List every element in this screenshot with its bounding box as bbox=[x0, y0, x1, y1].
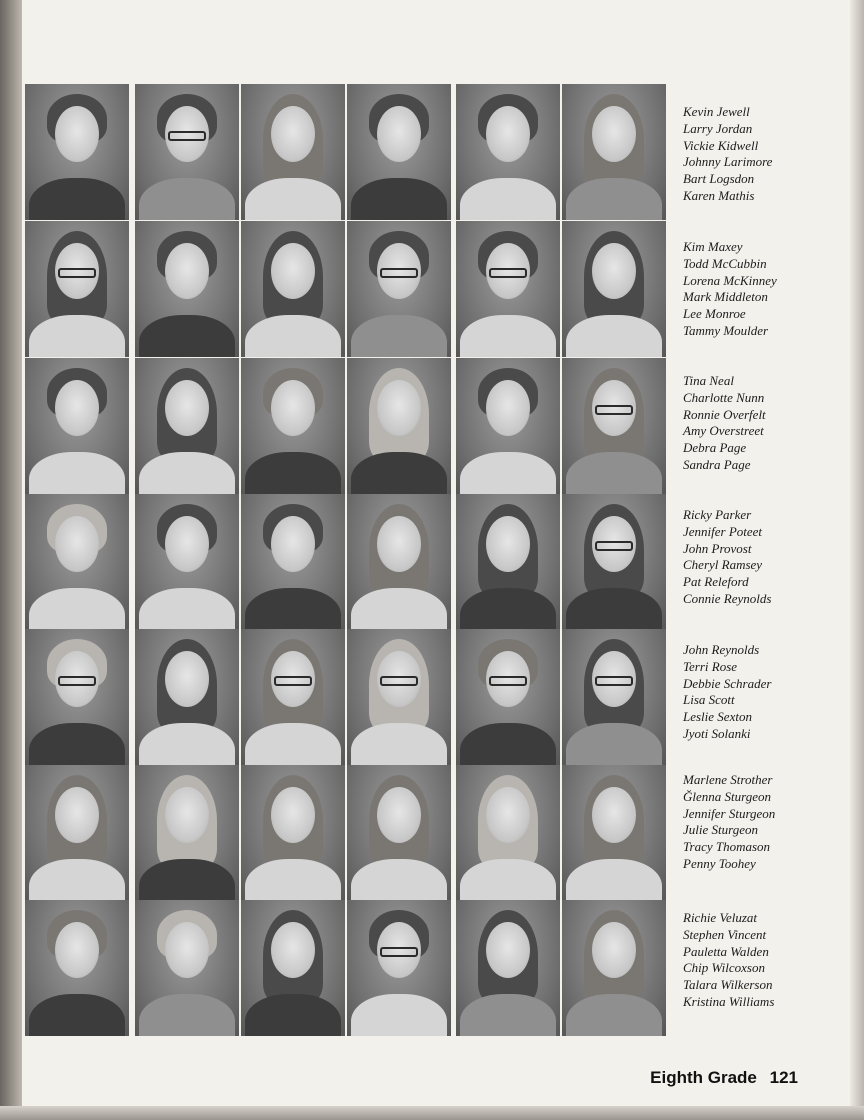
student-portrait bbox=[241, 494, 345, 630]
portrait-shoulders bbox=[351, 994, 447, 1036]
student-portrait bbox=[135, 765, 239, 901]
student-name: Debra Page bbox=[683, 440, 747, 456]
glasses-icon bbox=[380, 676, 418, 686]
portrait-face bbox=[486, 922, 530, 978]
student-portrait bbox=[347, 221, 451, 357]
student-portrait bbox=[25, 494, 129, 630]
portrait-face bbox=[271, 380, 315, 436]
portrait-face bbox=[592, 243, 636, 299]
student-name: Penny Toohey bbox=[683, 855, 756, 871]
page-footer bbox=[650, 1068, 798, 1088]
name-list bbox=[683, 104, 833, 205]
student-name: Todd McCubbin bbox=[683, 255, 767, 271]
student-portrait bbox=[456, 358, 560, 494]
portrait-face bbox=[165, 922, 209, 978]
student-portrait bbox=[135, 358, 239, 494]
student-portrait bbox=[347, 629, 451, 765]
student-portrait bbox=[25, 84, 129, 220]
student-name: Jennifer Sturgeon bbox=[683, 805, 776, 821]
student-portrait bbox=[456, 84, 560, 220]
portrait-face bbox=[486, 516, 530, 572]
student-portrait bbox=[562, 84, 666, 220]
student-portrait bbox=[562, 900, 666, 1036]
portrait-shoulders bbox=[566, 178, 662, 220]
portrait-shoulders bbox=[139, 994, 235, 1036]
student-name: Charlotte Nunn bbox=[683, 389, 765, 405]
portrait-face bbox=[592, 787, 636, 843]
student-portrait bbox=[135, 900, 239, 1036]
student-name: Kristina Williams bbox=[683, 993, 775, 1009]
student-name: Kim Maxey bbox=[683, 239, 743, 254]
student-portrait bbox=[241, 900, 345, 1036]
portrait-face bbox=[377, 787, 421, 843]
student-portrait bbox=[347, 900, 451, 1036]
student-name: Ronnie Overfelt bbox=[683, 406, 766, 422]
student-name: Karen Mathis bbox=[683, 187, 755, 203]
student-portrait bbox=[347, 494, 451, 630]
student-name: Amy Overstreet bbox=[683, 423, 764, 439]
student-name: Richie Veluzat bbox=[683, 910, 758, 925]
portrait-face bbox=[271, 106, 315, 162]
portrait-shoulders bbox=[29, 315, 125, 357]
portrait-shoulders bbox=[460, 994, 556, 1036]
portrait-shoulders bbox=[245, 315, 341, 357]
student-portrait bbox=[135, 494, 239, 630]
student-name: Tracy Thomason bbox=[683, 839, 771, 855]
student-name: Jennifer Poteet bbox=[683, 523, 763, 539]
book-spine-shadow bbox=[0, 0, 22, 1120]
name-list bbox=[683, 910, 833, 1011]
portrait-shoulders bbox=[245, 859, 341, 901]
portrait-shoulders bbox=[460, 452, 556, 494]
portrait-face bbox=[55, 380, 99, 436]
portrait-shoulders bbox=[29, 723, 125, 765]
portrait-face bbox=[165, 651, 209, 707]
portrait-row bbox=[25, 900, 667, 1038]
portrait-face bbox=[55, 516, 99, 572]
student-portrait bbox=[347, 358, 451, 494]
student-portrait bbox=[562, 494, 666, 630]
portrait-shoulders bbox=[351, 723, 447, 765]
student-portrait bbox=[456, 900, 560, 1036]
glasses-icon bbox=[380, 268, 418, 278]
portrait-face bbox=[271, 922, 315, 978]
student-name: Tammy Moulder bbox=[683, 322, 769, 338]
portrait-shoulders bbox=[139, 859, 235, 901]
portrait-shoulders bbox=[566, 315, 662, 357]
portrait-shoulders bbox=[139, 588, 235, 630]
glasses-icon bbox=[595, 676, 633, 686]
name-list bbox=[683, 239, 833, 340]
portrait-shoulders bbox=[460, 178, 556, 220]
portrait-shoulders bbox=[566, 859, 662, 901]
portrait-shoulders bbox=[29, 452, 125, 494]
page-number: 121 bbox=[769, 1068, 798, 1087]
portrait-shoulders bbox=[351, 588, 447, 630]
student-portrait bbox=[456, 629, 560, 765]
student-portrait bbox=[135, 629, 239, 765]
student-name: Chip Wilcoxson bbox=[683, 960, 765, 976]
portrait-shoulders bbox=[566, 588, 662, 630]
student-name: Marlene Strother bbox=[683, 772, 773, 787]
portrait-shoulders bbox=[139, 452, 235, 494]
portrait-row bbox=[25, 358, 667, 496]
section-title: Eighth Grade bbox=[650, 1068, 757, 1087]
portrait-face bbox=[486, 787, 530, 843]
student-name: Pauletta Walden bbox=[683, 943, 769, 959]
student-name: Vickie Kidwell bbox=[683, 137, 759, 153]
portrait-face bbox=[55, 787, 99, 843]
page-edge bbox=[850, 0, 864, 1120]
student-name: Larry Jordan bbox=[683, 120, 753, 136]
student-portrait bbox=[25, 900, 129, 1036]
portrait-face bbox=[592, 106, 636, 162]
student-name: Bart Logsdon bbox=[683, 171, 755, 187]
glasses-icon bbox=[58, 268, 96, 278]
student-name: Mark Middleton bbox=[683, 289, 768, 305]
portrait-shoulders bbox=[351, 315, 447, 357]
portrait-shoulders bbox=[139, 723, 235, 765]
portrait-shoulders bbox=[566, 994, 662, 1036]
student-portrait bbox=[25, 221, 129, 357]
student-name: Stephen Vincent bbox=[683, 926, 767, 942]
portrait-row bbox=[25, 494, 667, 632]
student-portrait bbox=[456, 221, 560, 357]
portrait-shoulders bbox=[245, 588, 341, 630]
student-portrait bbox=[135, 221, 239, 357]
student-portrait bbox=[241, 221, 345, 357]
student-name: Pat Releford bbox=[683, 574, 749, 590]
student-name: Jyoti Solanki bbox=[683, 725, 751, 741]
name-list bbox=[683, 642, 833, 743]
portrait-row bbox=[25, 629, 667, 767]
portrait-face bbox=[165, 243, 209, 299]
student-name: Lisa Scott bbox=[683, 692, 735, 708]
student-name: John Provost bbox=[683, 540, 752, 556]
portrait-shoulders bbox=[139, 178, 235, 220]
portrait-face bbox=[271, 516, 315, 572]
portrait-shoulders bbox=[245, 452, 341, 494]
glasses-icon bbox=[489, 676, 527, 686]
student-name: Debbie Schrader bbox=[683, 675, 772, 691]
glasses-icon bbox=[595, 405, 633, 415]
student-portrait bbox=[241, 765, 345, 901]
portrait-shoulders bbox=[460, 588, 556, 630]
student-name: Leslie Sexton bbox=[683, 709, 752, 725]
name-list bbox=[683, 373, 833, 474]
student-name: Lee Monroe bbox=[683, 306, 746, 322]
portrait-face bbox=[486, 106, 530, 162]
student-portrait bbox=[25, 765, 129, 901]
portrait-shoulders bbox=[351, 452, 447, 494]
student-name: Julie Sturgeon bbox=[683, 822, 758, 838]
portrait-shoulders bbox=[29, 994, 125, 1036]
student-portrait bbox=[347, 765, 451, 901]
portrait-face bbox=[592, 922, 636, 978]
student-name: Kevin Jewell bbox=[683, 104, 750, 119]
student-portrait bbox=[241, 629, 345, 765]
student-portrait bbox=[562, 765, 666, 901]
portrait-face bbox=[377, 380, 421, 436]
portrait-face bbox=[486, 380, 530, 436]
student-name: Lorena McKinney bbox=[683, 272, 777, 288]
glasses-icon bbox=[380, 947, 418, 957]
portrait-shoulders bbox=[566, 452, 662, 494]
student-portrait bbox=[241, 358, 345, 494]
portrait-face bbox=[165, 380, 209, 436]
portrait-face bbox=[165, 516, 209, 572]
portrait-shoulders bbox=[29, 178, 125, 220]
portrait-face bbox=[55, 106, 99, 162]
portrait-shoulders bbox=[29, 859, 125, 901]
portrait-face bbox=[377, 516, 421, 572]
portrait-face bbox=[55, 922, 99, 978]
glasses-icon bbox=[489, 268, 527, 278]
student-name: Terri Rose bbox=[683, 658, 738, 674]
student-portrait bbox=[25, 629, 129, 765]
student-name: Ğlenna Sturgeon bbox=[683, 788, 771, 804]
student-name: Sandra Page bbox=[683, 456, 751, 472]
student-name: John Reynolds bbox=[683, 642, 760, 657]
portrait-shoulders bbox=[245, 178, 341, 220]
glasses-icon bbox=[595, 541, 633, 551]
student-portrait bbox=[456, 765, 560, 901]
glasses-icon bbox=[168, 131, 206, 141]
portrait-face bbox=[165, 787, 209, 843]
portrait-face bbox=[271, 787, 315, 843]
page-bottom-edge bbox=[0, 1106, 864, 1120]
portrait-shoulders bbox=[245, 723, 341, 765]
student-name: Cheryl Ramsey bbox=[683, 557, 763, 573]
portrait-face bbox=[271, 243, 315, 299]
portrait-row bbox=[25, 84, 667, 222]
student-portrait bbox=[25, 358, 129, 494]
student-name: Talara Wilkerson bbox=[683, 977, 773, 993]
portrait-shoulders bbox=[460, 859, 556, 901]
student-portrait bbox=[562, 358, 666, 494]
portrait-shoulders bbox=[460, 723, 556, 765]
student-portrait bbox=[135, 84, 239, 220]
student-name: Johnny Larimore bbox=[683, 154, 773, 170]
portrait-shoulders bbox=[351, 178, 447, 220]
glasses-icon bbox=[58, 676, 96, 686]
portrait-shoulders bbox=[245, 994, 341, 1036]
student-name: Tina Neal bbox=[683, 373, 734, 388]
portrait-row bbox=[25, 765, 667, 903]
portrait-shoulders bbox=[566, 723, 662, 765]
glasses-icon bbox=[274, 676, 312, 686]
name-list bbox=[683, 507, 833, 608]
student-name: Connie Reynolds bbox=[683, 590, 772, 606]
student-portrait bbox=[456, 494, 560, 630]
student-portrait bbox=[347, 84, 451, 220]
portrait-shoulders bbox=[139, 315, 235, 357]
portrait-shoulders bbox=[460, 315, 556, 357]
student-portrait bbox=[562, 221, 666, 357]
student-portrait bbox=[562, 629, 666, 765]
student-portrait bbox=[241, 84, 345, 220]
portrait-row bbox=[25, 221, 667, 359]
name-list bbox=[683, 772, 833, 873]
portrait-shoulders bbox=[351, 859, 447, 901]
portrait-face bbox=[377, 106, 421, 162]
portrait-shoulders bbox=[29, 588, 125, 630]
student-name: Ricky Parker bbox=[683, 507, 752, 522]
